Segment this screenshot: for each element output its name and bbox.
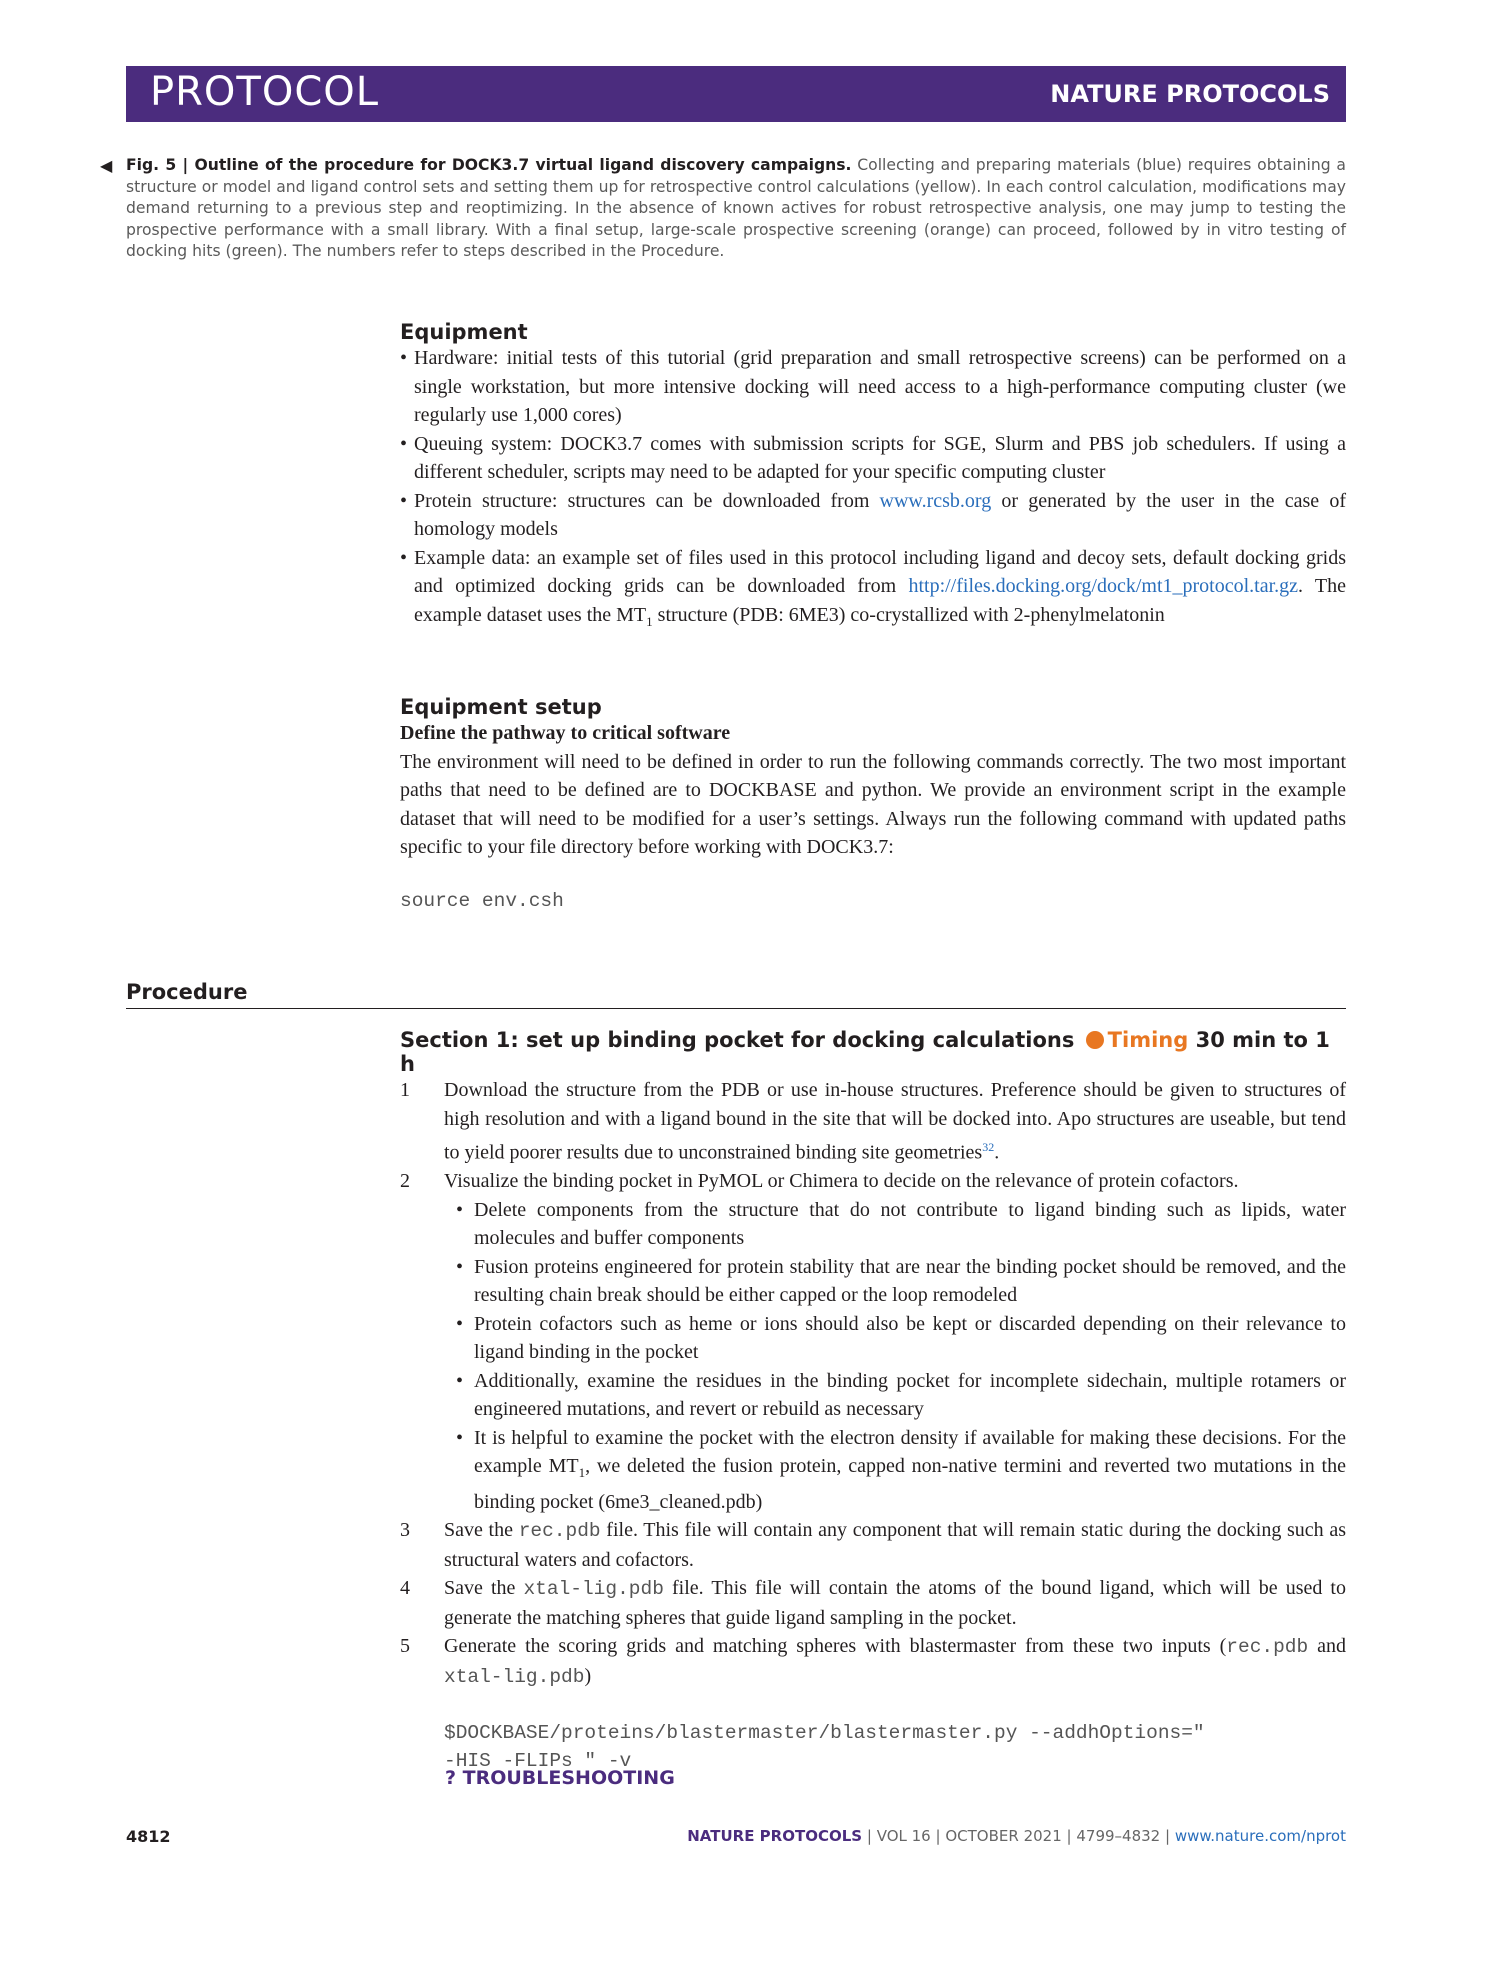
xtal-lig-code: xtal-lig.pdb — [523, 1578, 664, 1601]
procedure-steps — [400, 1076, 1346, 1775]
figure-caption — [100, 155, 1346, 263]
step-2: 2 Visualize the binding pocket in PyMOL or Chimera to decide on the relevance of protein cofactors. • Delete components from the structure that do not contribute to ligand binding such as lipids, water molecules and buffer components • Fusion proteins engineered for protein stability that are near the binding pocket should be removed, and the resulting chain break should be either capped or the loop remodeled • Protein cofactors such as heme or ions should also be kept or discarded depending on their relevance to ligand binding in the pocket • Additionally, examine the residues in the binding pocket for incomplete sidechain, multiple rotamers or engineered mutations, and revert or rebuild as necessary • It is helpful to examine the pocket with the electron density if available for making these decisions. For the example $MT_1$, we deleted the fusion protein, capped non-native termini and reverted two mutations in the binding pocket (6me3_cleaned.pdb) — [400, 1167, 1346, 1516]
caption-label: Fig. 5 | Outline of the procedure for DOCK3.7 virtual ligand discovery campaigns. — [126, 156, 852, 174]
caption-text: Collecting and preparing materials (blue) requires obtaining a structure or model and ligand control sets and setting them up for retrospective control calculations (yellow). In each control calculation, modifications may demand returning to a previous step and reoptimizing. In the absence of known actives for robust retrospective analysis, one may jump to testing the prospective performance with a small library. With a final setup, large-scale prospective screening (orange) can proceed, followed by in vitro testing of docking hits (green). The numbers refer to steps described in the Procedure. — [126, 156, 1346, 260]
journal-header-bar — [126, 66, 1346, 122]
reference-32[interactable]: 32 — [982, 1140, 995, 1154]
equipment-list — [400, 344, 1346, 636]
procedure-title: Procedure — [126, 980, 248, 1004]
list-item: • Hardware: initial tests of this tutorial (grid preparation and small retrospective screens) can be performed on a single workstation, but more intensive docking will need access to a high-performance computing cluster (we regularly use 1,000 cores) — [400, 347, 1346, 426]
list-item: • Additionally, examine the residues in the binding pocket for incomplete sidechain, multiple rotamers or engineered mutations, and revert or rebuild as necessary — [456, 1369, 1346, 1421]
list-item: • Protein structure: structures can be downloaded from www.rcsb.org or generated by the user in the case of homology models — [400, 489, 1346, 540]
example-data-link[interactable]: http://files.docking.org/dock/mt1_protocol.tar.gz — [908, 575, 1299, 597]
timing-dot-icon — [1086, 1031, 1104, 1049]
journal-url-link[interactable]: www.nature.com/nprot — [1174, 1827, 1346, 1845]
list-item: • Protein cofactors such as heme or ions should also be kept or discarded depending on their relevance to ligand binding in the pocket — [456, 1312, 1346, 1364]
env-command: source env.csh — [400, 889, 564, 912]
list-item: • Queuing system: DOCK3.7 comes with submission scripts for SGE, Slurm and PBS job schedulers. If using a different scheduler, scripts may need to be adapted for your specific computing cluster — [400, 432, 1346, 483]
step-1: 1 Download the structure from the PDB or use in-house structures. Preference should be given to structures of high resolution and with a ligand bound in the site that will be docked into. Apo structures are useable, but tend to yield poorer results due to unconstrained binding site geometries$^{32}$. — [400, 1079, 1346, 1164]
setup-subtitle: Define the pathway to critical software — [400, 722, 731, 744]
equipment-section — [400, 320, 1346, 636]
footer-citation: NATURE PROTOCOLS | VOL 16 | OCTOBER 2021 | 4799–4832 | www.nature.com/nprot — [687, 1827, 1346, 1845]
step-5: 5 Generate the scoring grids and matching spheres with blastermaster from these two inputs (rec.pdb and xtal-lig.pdb) $DOCKBASE/proteins/blastermaster/blastermaster.py --addhOptions=" -HIS -FLIPs " -v — [400, 1632, 1346, 1775]
section-1 — [400, 1028, 1346, 1775]
section-1-title: Section 1: set up binding pocket for docking calculations Timing 30 min to 1 h — [400, 1028, 1330, 1076]
timing-label: Timing — [1107, 1028, 1189, 1052]
page-number: 4812 — [126, 1827, 171, 1846]
equipment-title: Equipment — [400, 320, 528, 344]
blastermaster-command: $DOCKBASE/proteins/blastermaster/blastermaster.py --addhOptions=" -HIS -FLIPs " -v — [444, 1722, 1205, 1773]
timing-value: 30 min to 1 h — [400, 1028, 1330, 1076]
list-item: • Fusion proteins engineered for protein stability that are near the binding pocket should be removed, and the resulting chain break should be either capped or the loop remodeled — [456, 1255, 1346, 1307]
step-4: 4 Save the xtal-lig.pdb file. This file will contain the atoms of the bound ligand, which will be used to generate the matching spheres that guide ligand sampling in the pocket. — [400, 1577, 1346, 1629]
article-type-label: PROTOCOL — [150, 69, 380, 115]
setup-text: The environment will need to be defined in order to run the following commands correctly. The two most important paths that need to be defined are to DOCKBASE and python. We provide an environment script in the example dataset that will need to be modified for a user’s settings. Always run the following command with updated paths specific to your file directory before working with DOCK3.7: — [400, 750, 1346, 858]
rcsb-link[interactable]: www.rcsb.org — [879, 489, 992, 512]
equipment-setup-section — [400, 695, 1346, 912]
step-2-bullets — [444, 1196, 1346, 1517]
troubleshooting-link[interactable]: ? TROUBLESHOOTING — [445, 1767, 675, 1789]
list-item: • Delete components from the structure that do not contribute to ligand binding such as lipids, water molecules and buffer components — [456, 1198, 1346, 1250]
list-item: • Example data: an example set of files used in this protocol including ligand and decoy sets, default docking grids and optimized docking grids can be downloaded from http://files.docking.org/dock/mt1_protocol.tar.gz. The example dataset uses the $MT_1$ structure (PDB: 6ME3) co-crystallized with 2-phenylmelatonin — [400, 546, 1346, 629]
step-3: 3 Save the rec.pdb file. This file will contain any component that will remain static during the docking such as structural waters and cofactors. — [400, 1519, 1347, 1571]
caption-arrow-icon: ◀ — [100, 156, 113, 175]
equipment-setup-title: Equipment setup — [400, 695, 602, 719]
list-item: • It is helpful to examine the pocket with the electron density if available for making these decisions. For the example $MT_1$, we deleted the fusion protein, capped non-native termini and reverted two mutations in the binding pocket (6me3_cleaned.pdb) — [456, 1426, 1346, 1513]
rec-pdb-code: rec.pdb — [518, 1520, 601, 1543]
journal-name: NATURE PROTOCOLS — [1050, 80, 1330, 108]
procedure-heading — [126, 980, 1346, 1009]
